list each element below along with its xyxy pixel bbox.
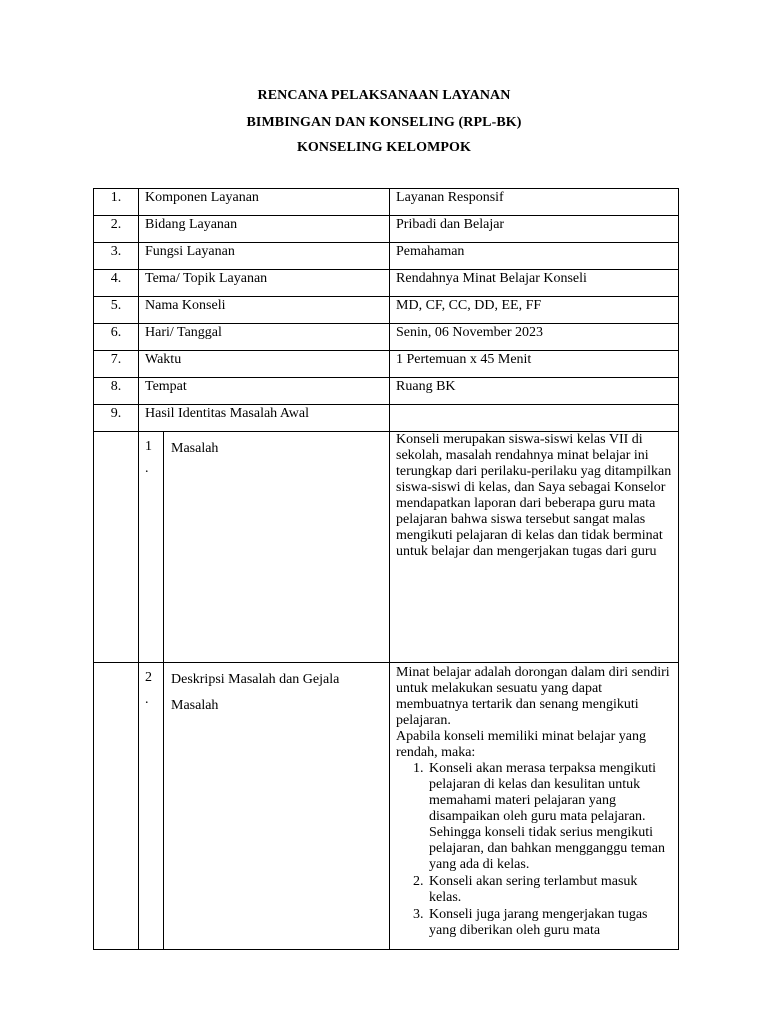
sub-value [390, 663, 679, 950]
table-row [94, 216, 679, 243]
row-number: 8. [94, 378, 139, 405]
row-number: 9. [94, 405, 139, 432]
doc-title-line-3: KONSELING KELOMPOK [296, 140, 472, 155]
rpl-table [93, 188, 679, 950]
row-value: Senin, 06 November 2023 [390, 324, 679, 351]
description-paragraph: Minat belajar adalah dorongan dalam diri sendiri untuk melakukan sesuatu yang dapat membuatnya tertarik dan senang mengikuti pelajaran. [396, 665, 670, 728]
sub-number: 1 . [139, 432, 164, 663]
row-value: Layanan Responsif [390, 189, 679, 216]
row-value: Pemahaman [390, 243, 679, 270]
table-row [94, 405, 679, 432]
row-value: Ruang BK [390, 378, 679, 405]
row-value [390, 405, 679, 432]
row-value: Rendahnya Minat Belajar Konseli [390, 270, 679, 297]
row-number: 2. [94, 216, 139, 243]
symptom-list [396, 761, 672, 939]
table-row [94, 270, 679, 297]
row-number: 5. [94, 297, 139, 324]
sub-value: Konseli merupakan siswa-siswi kelas VII di sekolah, masalah rendahnya minat belajar ini terungkap dari perilaku-perilaku yag ditampilkan siswa-siswi di kelas, dan Saya sebagai Konselor mendapatkan laporan dari beberapa guru mata pelajaran bahwa siswa tersebut sangat malas mengikuti pelajaran di kelas dan tidak berminat untuk belajar dan mengerjakan tugas dari guru [390, 432, 679, 663]
sub-row-masalah [94, 432, 679, 663]
table-row [94, 378, 679, 405]
description-paragraph: Apabila konseli memiliki minat belajar yang rendah, maka: [396, 729, 647, 760]
row-label: Fungsi Layanan [139, 243, 390, 270]
row-number: 1. [94, 189, 139, 216]
list-item: 3. Konseli juga jarang mengerjakan tugas yang diberikan oleh guru mata [427, 907, 672, 939]
row-label: Waktu [139, 351, 390, 378]
row-value: MD, CF, CC, DD, EE, FF [390, 297, 679, 324]
sub-label: Masalah [164, 432, 390, 663]
row-label: Hasil Identitas Masalah Awal [139, 405, 390, 432]
row-value: 1 Pertemuan x 45 Menit [390, 351, 679, 378]
row-number: 4. [94, 270, 139, 297]
row-label: Tempat [139, 378, 390, 405]
empty-cell [94, 663, 139, 950]
sub-number: 2 . [139, 663, 164, 950]
row-label: Hari/ Tanggal [139, 324, 390, 351]
table-row [94, 297, 679, 324]
row-label: Tema/ Topik Layanan [139, 270, 390, 297]
list-item: 1. Konseli akan merasa terpaksa mengikuti pelajaran di kelas dan kesulitan untuk memahami materi pelajaran yang disampaikan oleh guru mata pelajaran. Sehingga konseli tidak serius mengikuti pelajaran, dan bahkan mengganggu teman yang ada di kelas. [427, 761, 672, 873]
doc-title-line-2: BIMBINGAN DAN KONSELING (RPL-BK) [246, 115, 522, 130]
row-number: 3. [94, 243, 139, 270]
row-label: Komponen Layanan [139, 189, 390, 216]
list-item: 2. Konseli akan sering terlambut masuk kelas. [427, 874, 672, 906]
sub-row-deskripsi [94, 663, 679, 950]
table-row [94, 351, 679, 378]
row-number: 7. [94, 351, 139, 378]
empty-cell [94, 432, 139, 663]
row-label: Nama Konseli [139, 297, 390, 324]
sub-label: Deskripsi Masalah dan Gejala Masalah [164, 663, 390, 950]
row-label: Bidang Layanan [139, 216, 390, 243]
table-row [94, 324, 679, 351]
row-number: 6. [94, 324, 139, 351]
doc-title-line-1: RENCANA PELAKSANAAN LAYANAN [257, 88, 511, 103]
table-row [94, 243, 679, 270]
row-value: Pribadi dan Belajar [390, 216, 679, 243]
table-row [94, 189, 679, 216]
